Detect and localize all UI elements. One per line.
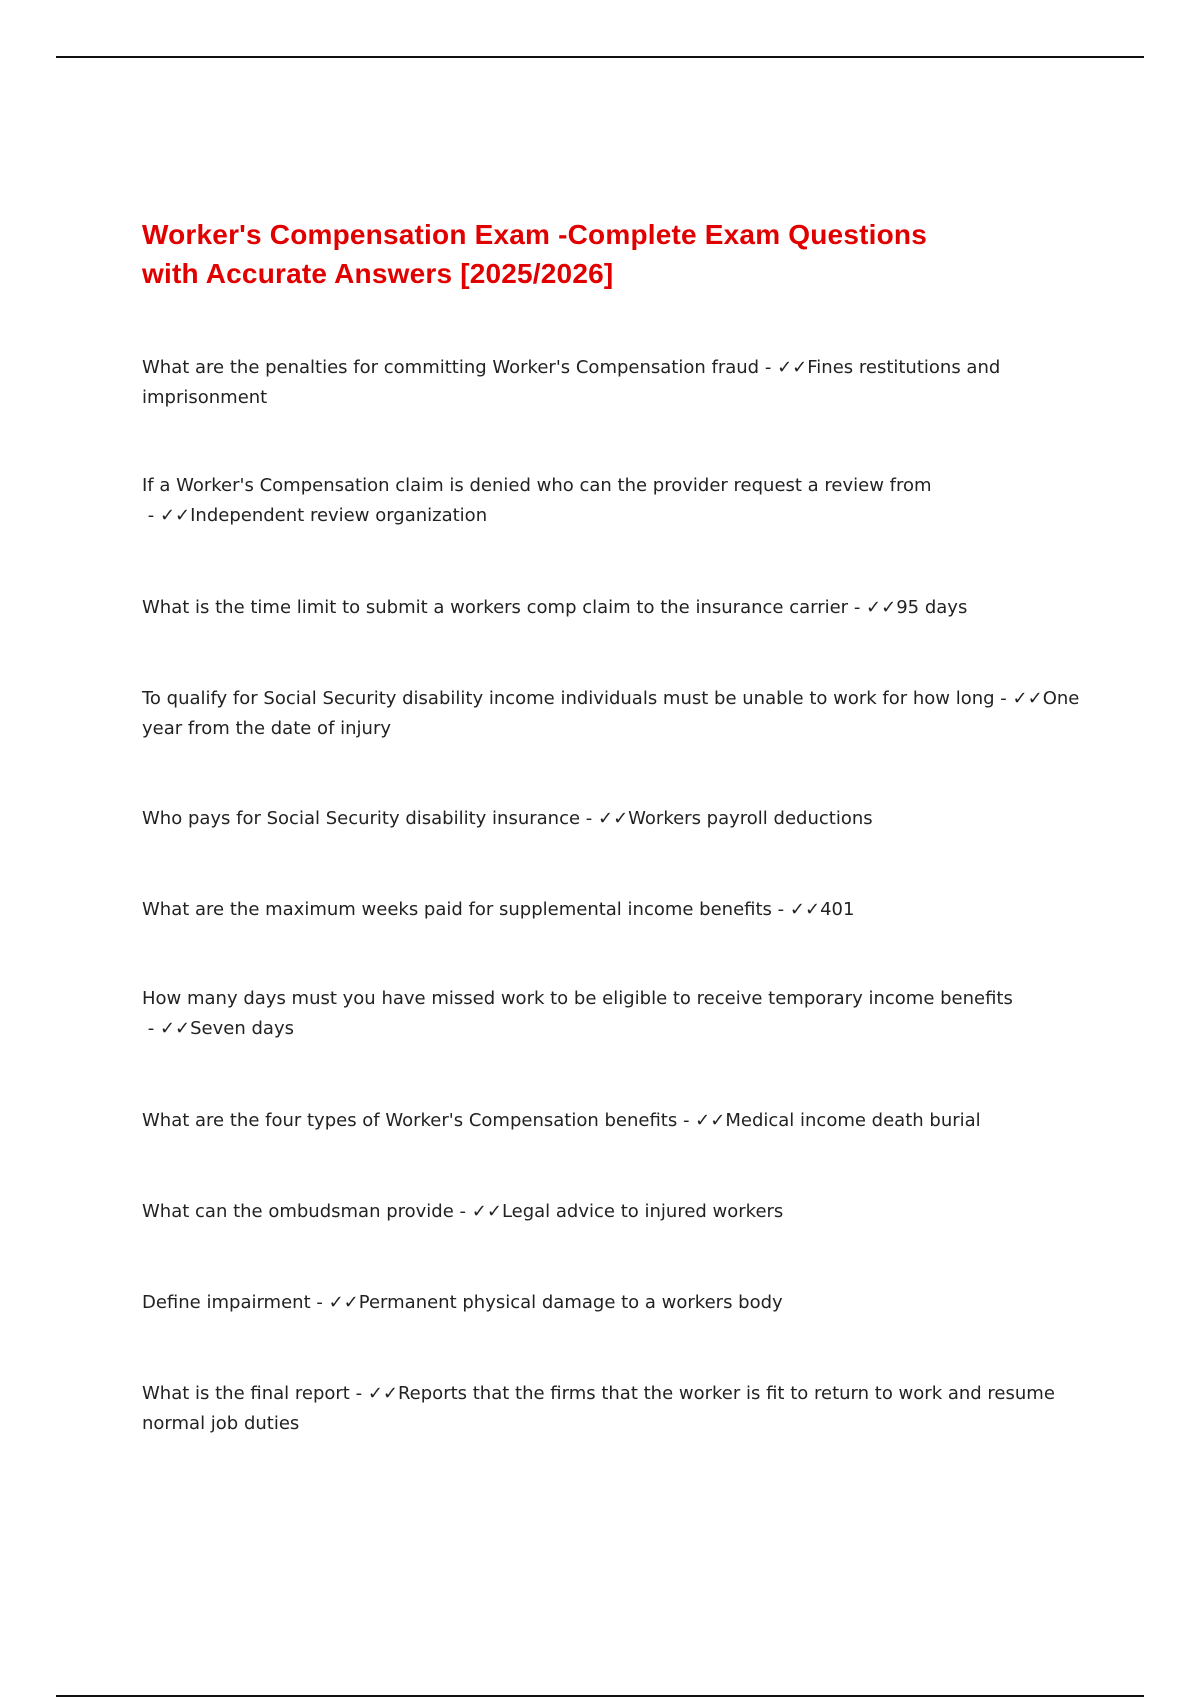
qa-item-9 [142,1197,1082,1227]
answer-text: Reports that the firms that the worker is fit to return to work and resume normal job duties [142,1383,1055,1434]
question-text: What can the ombudsman provide [142,1201,454,1222]
document-title [142,215,1082,293]
qa-item-10 [142,1288,1082,1318]
answer-text: One year from the date of injury [142,688,1080,739]
check-mark-icon: ✓✓ [367,1383,398,1404]
question-text: Who pays for Social Security disability insurance [142,808,581,829]
check-mark-icon: ✓✓ [695,1110,726,1131]
separator: - [142,1018,160,1039]
qa-item-5 [142,804,1082,834]
check-mark-icon: ✓✓ [598,808,629,829]
answer-text: Legal advice to injured workers [501,1201,784,1222]
check-mark-icon: ✓✓ [866,597,897,618]
question-text: How many days must you have missed work to be eligible to receive temporary income benefits [142,988,1013,1009]
answer-text: Workers payroll deductions [628,808,873,829]
title-line-1: Worker's Compensation Exam -Complete Exam Questions [142,219,927,250]
check-mark-icon: ✓✓ [1012,688,1043,709]
answer-text: Fines restitutions and imprisonment [142,357,1001,408]
check-mark-icon: ✓✓ [471,1201,502,1222]
separator: - [142,505,160,526]
question-text: What are the maximum weeks paid for supplemental income benefits [142,899,772,920]
bottom-divider [56,1695,1144,1697]
qa-item-2 [142,471,1082,531]
separator: - [453,1201,472,1222]
answer-text: Independent review organization [190,505,488,526]
question-text: Define impairment [142,1292,311,1313]
qa-item-6 [142,895,1082,925]
qa-item-8 [142,1106,1082,1136]
question-text: What is the final report [142,1383,350,1404]
answer-text: Permanent physical damage to a workers body [358,1292,783,1313]
separator: - [580,808,598,829]
separator: - [759,357,778,378]
answer-text: Seven days [190,1018,294,1039]
separator: - [771,899,790,920]
top-divider [56,56,1144,58]
separator: - [677,1110,696,1131]
check-mark-icon: ✓✓ [789,899,821,920]
question-text: What are the penalties for committing Worker's Compensation fraud [142,357,760,378]
answer-text: 401 [820,899,855,920]
qa-item-11 [142,1379,1082,1439]
check-mark-icon: ✓✓ [159,505,191,526]
separator: - [848,597,867,618]
qa-item-4 [142,684,1082,744]
qa-item-1 [142,353,1082,413]
check-mark-icon: ✓✓ [159,1018,191,1039]
question-text: What is the time limit to submit a workers comp claim to the insurance carrier [142,597,849,618]
separator: - [310,1292,329,1313]
separator: - [349,1383,368,1404]
answer-text: Medical income death burial [725,1110,981,1131]
question-text: What are the four types of Worker's Compensation benefits [142,1110,678,1131]
check-mark-icon: ✓✓ [777,357,808,378]
qa-item-3 [142,593,1082,623]
title-line-2: with Accurate Answers [2025/2026] [142,258,614,289]
question-text: If a Worker's Compensation claim is denied who can the provider request a review from [142,475,932,496]
check-mark-icon: ✓✓ [328,1292,359,1313]
qa-item-7 [142,984,1082,1044]
separator: - [994,688,1013,709]
answer-text: 95 days [896,597,968,618]
question-text: To qualify for Social Security disability income individuals must be unable to work for how long [142,688,995,709]
